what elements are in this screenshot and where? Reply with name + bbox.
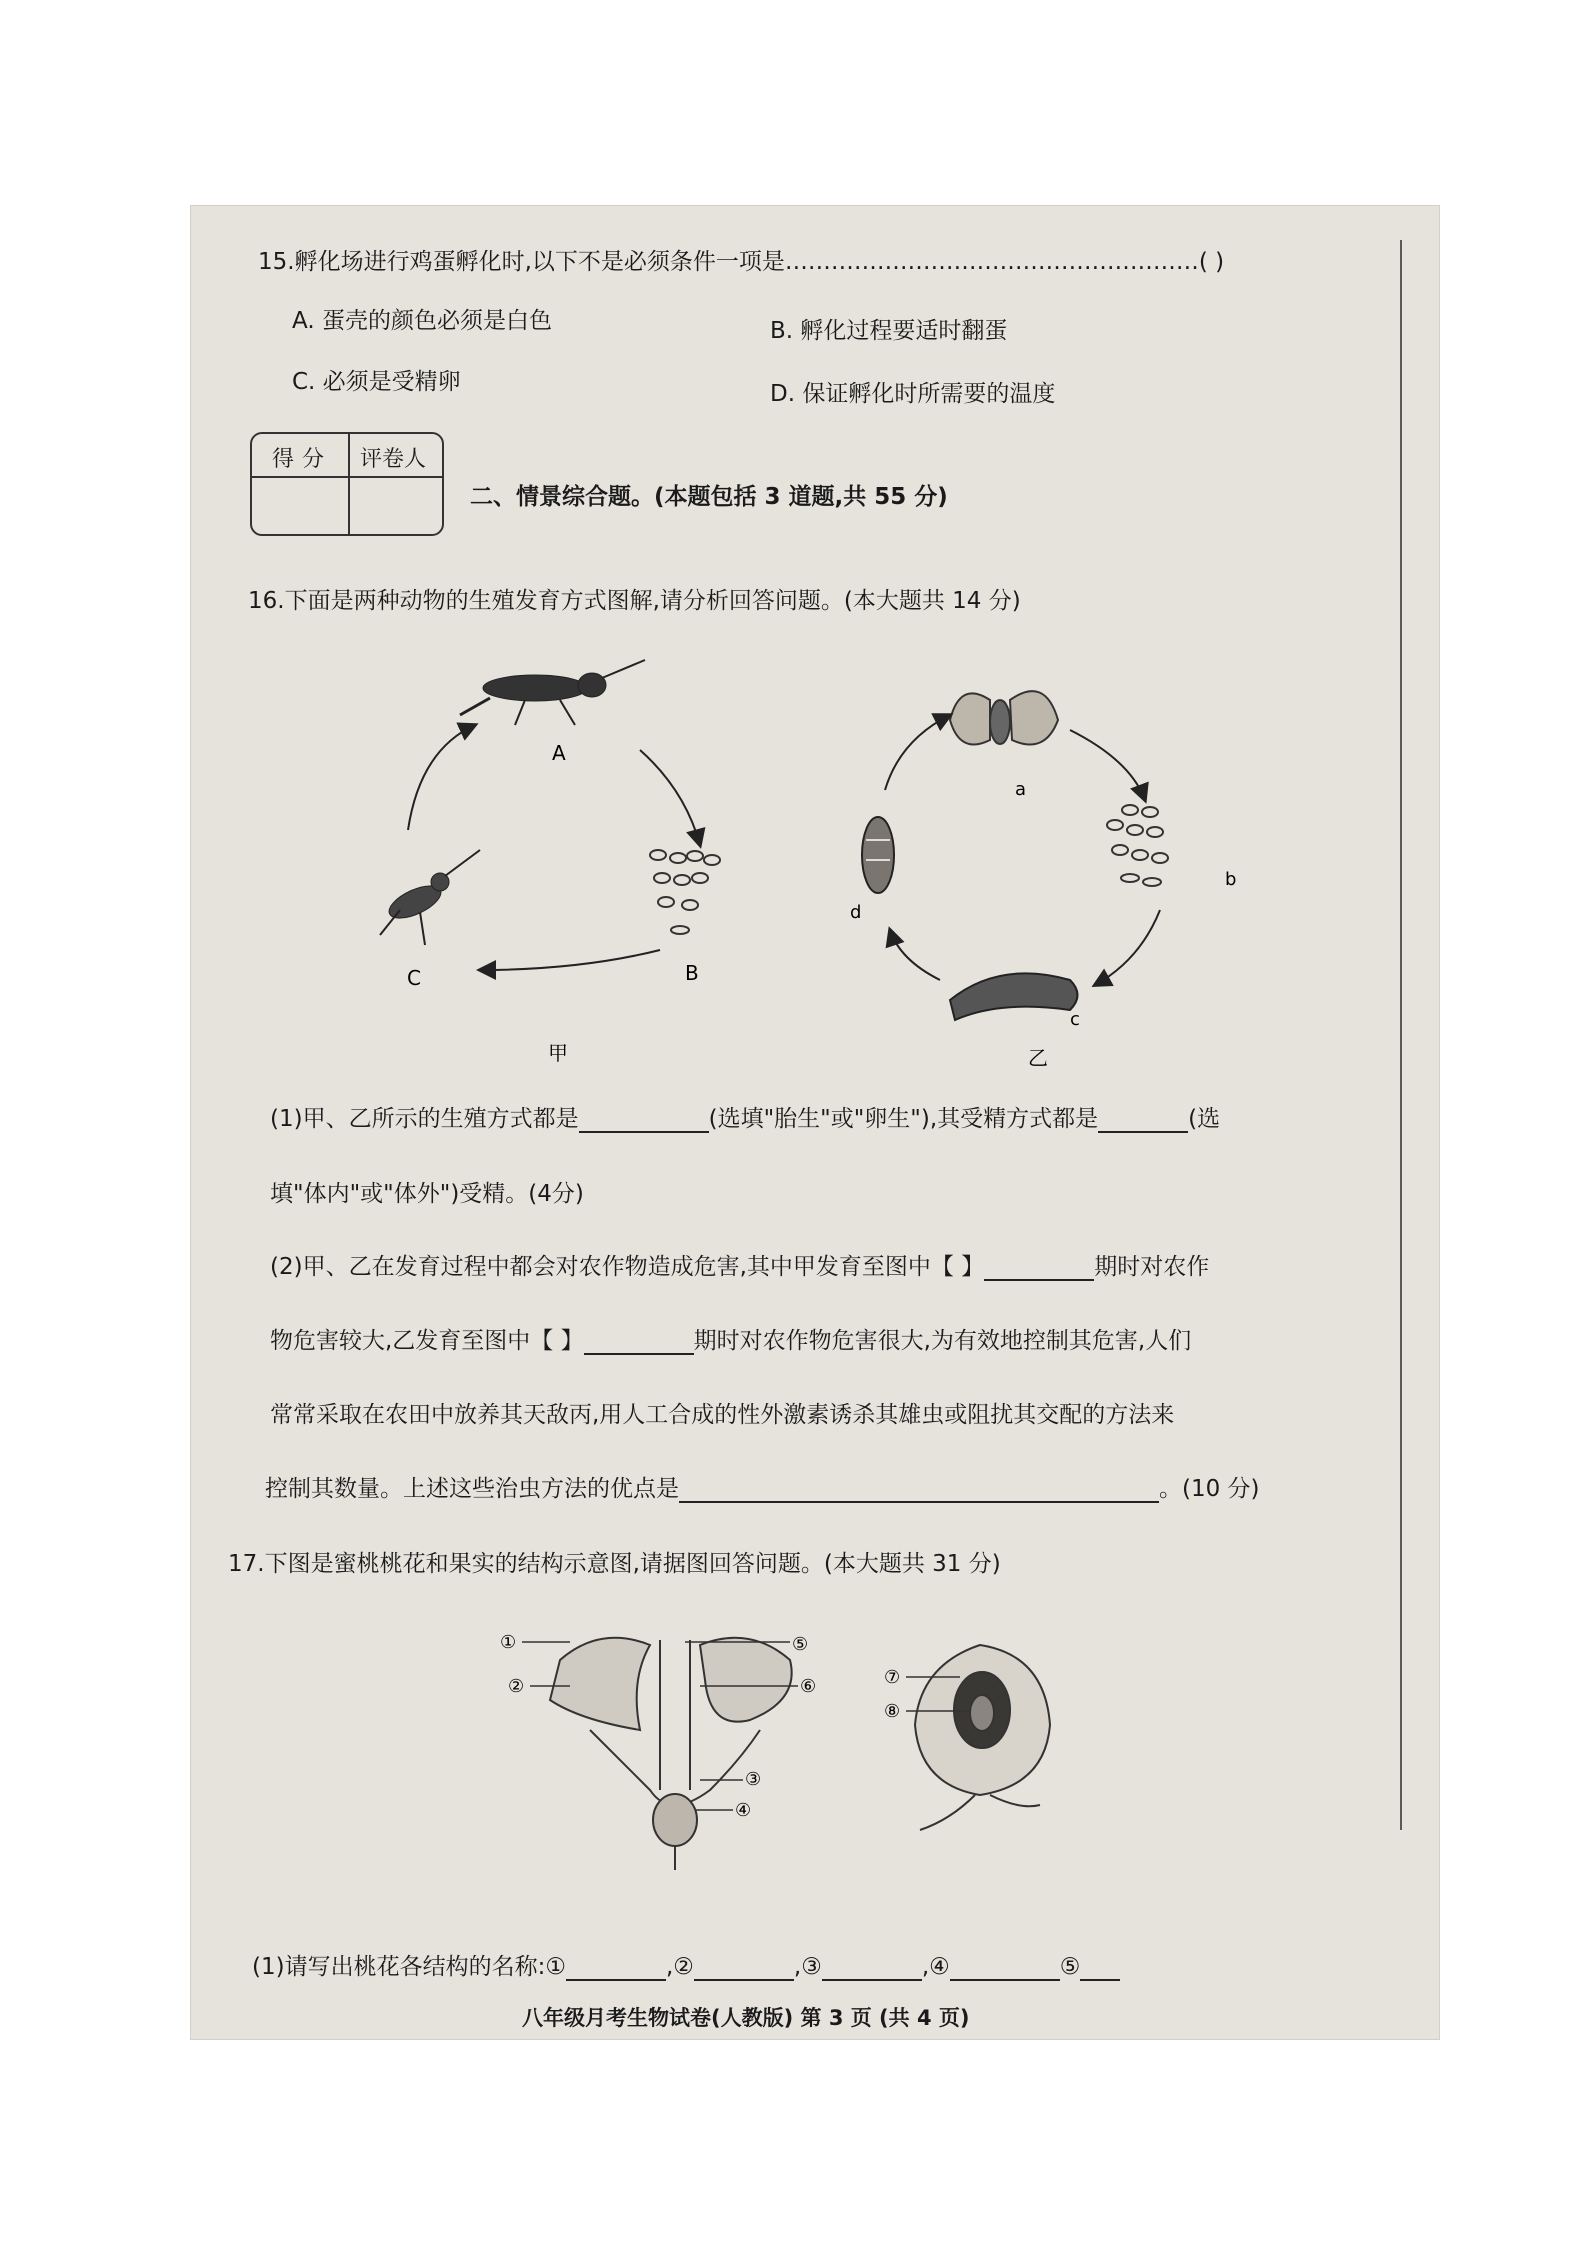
grasshopper-adult-icon	[460, 660, 645, 725]
answer-blank-part-1[interactable]	[566, 1955, 666, 1981]
flower-label-4: ④	[735, 1800, 752, 1821]
answer-blank-jia-stage[interactable]	[984, 1255, 1094, 1281]
peach-fruit-diagram	[880, 1635, 1080, 1835]
flower-label-6: ⑥	[800, 1676, 817, 1697]
flower-label-1: ①	[500, 1632, 517, 1653]
eggs-icon	[650, 850, 720, 934]
grasshopper-nymph-icon	[380, 850, 480, 945]
q17-part1-line: (1)请写出桃花各结构的名称:① ,② ,③ ,④ ⑤	[252, 1948, 1120, 1981]
answer-blank-fertilization[interactable]	[1098, 1107, 1188, 1133]
moth-eggs-icon	[1107, 805, 1168, 886]
stage-a: a	[1015, 779, 1027, 800]
stage-c: c	[1070, 1009, 1080, 1030]
caterpillar-icon	[950, 973, 1078, 1020]
q15-option-c: C. 必须是受精卵	[292, 369, 461, 395]
pupa-icon	[862, 817, 894, 893]
q15-option-b: B. 孵化过程要适时翻蛋	[770, 318, 1008, 344]
fruit-label-8: ⑧	[884, 1701, 901, 1722]
fruit-label-7: ⑦	[884, 1667, 901, 1688]
page-footer: 八年级月考生物试卷(人教版) 第 3 页 (共 4 页)	[522, 2006, 970, 2030]
answer-blank-yi-stage[interactable]	[584, 1329, 694, 1355]
q16-p2-text-e: 常常采取在农田中放养其天敌丙,用人工合成的性外激素诱杀其雄虫或阻扰其交配的方法来	[270, 1402, 1175, 1428]
q16-part2-line1	[270, 1248, 1209, 1281]
q16-p1-text-c: (选	[1188, 1106, 1221, 1132]
moth-icon	[950, 691, 1058, 744]
q16-stem: 16.下面是两种动物的生殖发育方式图解,请分析回答问题。(本大题共 14 分)	[248, 588, 1021, 614]
label-yi: 乙	[1028, 1046, 1048, 1070]
q15-stem: 15.孵化场进行鸡蛋孵化时,以下不是必须条件一项是………………………………………………( )	[258, 249, 1225, 275]
q17-stem: 17.下图是蜜桃桃花和果实的结构示意图,请据图回答问题。(本大题共 31 分)	[228, 1551, 1001, 1577]
answer-blank-reproduction[interactable]	[579, 1107, 709, 1133]
stage-b: b	[1225, 869, 1237, 890]
section2-title: 二、情景综合题。(本题包括 3 道题,共 55 分)	[470, 484, 948, 510]
stage-A: A	[552, 741, 566, 765]
peach-flower-diagram	[500, 1620, 840, 1870]
answer-blank-advantage[interactable]	[679, 1477, 1159, 1503]
q16-p2-text-g: 。(10 分)	[1159, 1476, 1260, 1502]
q17-p1-prefix: (1)请写出桃花各结构的名称:	[252, 1954, 546, 1980]
q17-mark-4: ④	[929, 1954, 950, 1980]
answer-blank-part-3[interactable]	[822, 1955, 922, 1981]
q17-mark-1: ①	[545, 1954, 566, 1980]
diagram-jia	[340, 640, 760, 1070]
answer-blank-part-5[interactable]	[1080, 1955, 1120, 1981]
q15-option-a: A. 蛋壳的颜色必须是白色	[292, 308, 552, 334]
stage-B: B	[685, 961, 699, 985]
q17-mark-2: ②	[673, 1954, 694, 1980]
answer-blank-part-4[interactable]	[950, 1955, 1060, 1981]
q16-part2-line4	[265, 1470, 1260, 1503]
q16-part2-line2	[270, 1322, 1191, 1355]
q16-p1-text-b: (选填"胎生"或"卵生"),其受精方式都是	[708, 1106, 1099, 1132]
q16-p2-text-a: (2)甲、乙在发育过程中都会对农作物造成危害,其中甲发育至图中【 】	[270, 1254, 985, 1280]
answer-blank-part-2[interactable]	[694, 1955, 794, 1981]
score-label: 得分	[272, 447, 333, 472]
q17-mark-3: ③	[801, 1954, 822, 1980]
q16-p2-text-f: 控制其数量。上述这些治虫方法的优点是	[265, 1476, 679, 1502]
flower-label-3: ③	[745, 1769, 762, 1790]
q16-p1-text-d: 填"体内"或"体外")受精。(4分)	[270, 1181, 584, 1207]
flower-label-5: ⑤	[792, 1634, 809, 1655]
flower-label-2: ②	[508, 1676, 525, 1697]
grader-label: 评卷人	[360, 447, 427, 472]
score-box	[250, 432, 444, 536]
q16-part1-line1	[270, 1100, 1220, 1133]
q17-mark-5: ⑤	[1059, 1954, 1081, 1980]
stage-d: d	[850, 902, 862, 923]
q15-option-d: D. 保证孵化时所需要的温度	[770, 381, 1056, 407]
stage-C: C	[407, 966, 421, 990]
q16-p1-text-a: (1)甲、乙所示的生殖方式都是	[270, 1106, 579, 1132]
q16-p2-text-d: 期时对农作物危害很大,为有效地控制其危害,人们	[693, 1328, 1192, 1354]
q16-p2-text-c: 物危害较大,乙发育至图中【 】	[270, 1328, 584, 1354]
diagram-yi	[840, 660, 1260, 1070]
margin-rule	[1400, 240, 1402, 1830]
q16-p2-text-b: 期时对农作	[1094, 1254, 1210, 1280]
label-jia: 甲	[548, 1041, 568, 1065]
